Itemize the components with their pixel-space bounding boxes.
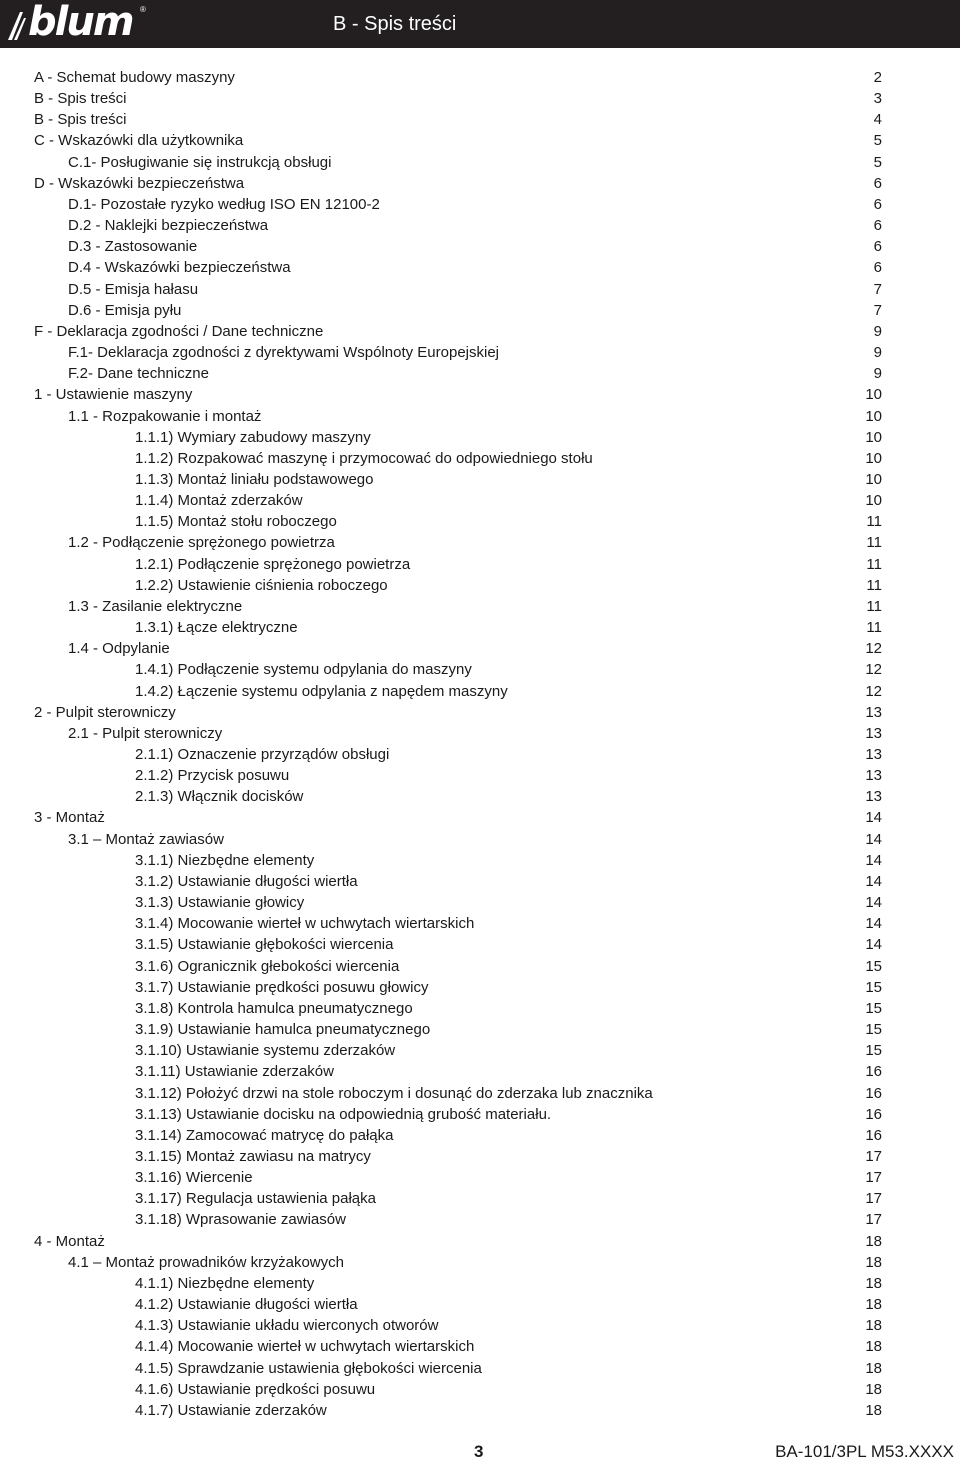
toc-entry-page: 10 [865,386,882,404]
toc-entry [0,744,960,765]
toc-entry [0,194,960,215]
toc-entry [0,363,960,384]
toc-entry-page: 16 [865,1084,882,1102]
toc-entry-page: 6 [873,174,882,192]
toc-entry-page: 14 [865,894,882,912]
toc-entry-label: D.4 - Wskazówki bezpieczeństwa [68,259,291,277]
toc-entry [0,406,960,427]
toc-entry-label: 2.1.2) Przycisk posuwu [135,767,290,785]
toc-entry [0,300,960,321]
toc-entry [0,1315,960,1336]
toc-entry-label: 1.1.2) Rozpakować maszynę i przymocować do odpowiedniego stołu [135,449,593,467]
toc-entry-page: 17 [865,1169,882,1187]
toc-entry-page: 18 [865,1359,882,1377]
toc-entry-page: 18 [865,1296,882,1314]
toc-entry-label: 3.1.8) Kontrola hamulca pneumatycznego [135,999,413,1017]
toc-entry [0,88,960,109]
toc-entry-label: 4.1.1) Niezbędne elementy [135,1274,315,1292]
toc-entry [0,913,960,934]
toc-entry-label: 3.1.16) Wiercenie [135,1169,253,1187]
toc-entry-label: 3.1.9) Ustawianie hamulca pneumatycznego [135,1021,431,1039]
toc-entry-label: 1.2.1) Podłączenie sprężonego powietrza [135,555,411,573]
toc-entry-page: 10 [865,492,882,510]
toc-entry [0,786,960,807]
toc-entry [0,109,960,130]
toc-entry [0,977,960,998]
toc-entry-page: 17 [865,1190,882,1208]
toc-entry-label: 2 - Pulpit sterowniczy [34,703,176,721]
toc-entry-label: 3.1.12) Położyć drzwi na stole roboczym i dosunąć do zderzaka lub znacznika [135,1084,653,1102]
toc-entry-page: 9 [873,344,882,362]
toc-entry-page: 14 [865,936,882,954]
toc-entry-label: 3.1.18) Wprasowanie zawiasów [135,1211,346,1229]
toc-entry-page: 18 [865,1338,882,1356]
toc-entry-label: 3.1.3) Ustawianie głowicy [135,894,305,912]
toc-entry-label: 1.1.1) Wymiary zabudowy maszyny [135,428,371,446]
toc-entry [0,279,960,300]
toc-entry [0,1231,960,1252]
toc-entry-label: 3.1.6) Ogranicznik głebokości wiercenia [135,957,400,975]
toc-entry-page: 10 [865,428,882,446]
toc-entry-label: A - Schemat budowy maszyny [34,69,235,86]
table-of-contents [0,67,960,1421]
page-header [0,0,960,48]
toc-entry-label: D.2 - Naklejki bezpieczeństwa [68,217,269,235]
toc-entry [0,1040,960,1061]
toc-entry [0,575,960,596]
toc-entry-page: 13 [865,788,882,806]
toc-entry [0,1104,960,1125]
toc-entry [0,1188,960,1209]
toc-entry-page: 15 [865,999,882,1017]
toc-entry [0,998,960,1019]
toc-entry-label: B - Spis treści [34,90,127,108]
toc-entry [0,448,960,469]
toc-entry [0,1061,960,1082]
toc-entry [0,427,960,448]
toc-entry-label: 4.1 – Montaż prowadników krzyżakowych [68,1253,344,1271]
toc-entry-label: 1.1.5) Montaż stołu roboczego [135,513,337,531]
toc-entry-page: 12 [865,640,882,658]
toc-entry [0,850,960,871]
toc-entry-label: 1.3 - Zasilanie elektryczne [68,597,243,615]
toc-entry-page: 14 [865,830,882,848]
toc-entry-label: 3.1 – Montaż zawiasów [68,830,224,848]
toc-entry-label: 3.1.13) Ustawianie docisku na odpowiednią grubość materiału. [135,1105,552,1123]
toc-entry-page: 5 [873,153,882,171]
toc-entry [0,1146,960,1167]
toc-entry-label: F.2- Dane techniczne [68,365,209,383]
toc-entry-label: D.1- Pozostałe ryzyko według ISO EN 12100-2 [68,195,380,213]
toc-entry-label: 1.4.1) Podłączenie systemu odpylania do maszyny [135,661,472,679]
page-title: B - Spis treści [333,13,457,35]
toc-entry-page: 6 [873,217,882,235]
toc-entry-label: 2.1.1) Oznaczenie przyrządów obsługi [135,746,390,763]
toc-entry-label: 4 - Montaż [34,1232,105,1250]
toc-entry-label: 3.1.2) Ustawianie długości wiertła [135,872,358,890]
footer-document-code: BA-101/3PL M53.XXXX [775,1442,954,1461]
toc-entry [0,1358,960,1379]
toc-entry-page: 10 [865,407,882,425]
toc-entry-page: 7 [873,280,882,298]
toc-entry-page: 15 [865,1042,882,1060]
toc-entry-page: 9 [873,322,882,340]
toc-entry-page: 11 [866,555,882,573]
toc-entry [0,469,960,490]
toc-entry [0,1252,960,1273]
toc-entry-page: 12 [865,661,882,679]
toc-entry-page: 5 [873,132,882,150]
toc-entry-page: 4 [873,111,882,129]
toc-entry-page: 14 [865,851,882,869]
toc-entry [0,532,960,553]
toc-entry-page: 18 [865,1253,882,1271]
toc-entry-page: 18 [865,1317,882,1335]
toc-entry-label: 1.1.3) Montaż liniału podstawowego [135,470,374,488]
toc-entry-label: 1.2 - Podłączenie sprężonego powietrza [68,534,335,552]
toc-entry-page: 18 [865,1380,882,1398]
toc-entry [0,1273,960,1294]
toc-entry [0,384,960,405]
toc-entry [0,215,960,236]
toc-entry-label: 4.1.2) Ustawianie długości wiertła [135,1296,358,1314]
blum-logo [6,2,152,46]
toc-entry-page: 6 [873,195,882,213]
toc-entry [0,1125,960,1146]
toc-entry-label: 1.2.2) Ustawienie ciśnienia roboczego [135,576,388,594]
toc-entry-label: 3.1.4) Mocowanie wierteł w uchwytach wiertarskich [135,915,475,933]
toc-entry-page: 11 [866,619,882,637]
toc-entry-page: 15 [865,957,882,975]
toc-entry-page: 11 [866,513,882,531]
toc-entry-page: 11 [866,534,882,552]
toc-entry-label: D.3 - Zastosowanie [68,238,198,256]
toc-entry [0,1336,960,1357]
toc-entry [0,236,960,257]
toc-entry-label: 4.1.5) Sprawdzanie ustawienia głębokości wiercenia [135,1359,482,1377]
toc-entry-label: 2.1.3) Włącznik docisków [135,788,304,806]
toc-entry-page: 6 [873,259,882,277]
toc-entry-label: 4.1.6) Ustawianie prędkości posuwu [135,1380,376,1398]
toc-entry [0,1209,960,1230]
toc-entry [0,956,960,977]
toc-entry-page: 9 [873,365,882,383]
toc-entry [0,511,960,532]
toc-entry-page: 14 [865,809,882,827]
toc-entry [0,173,960,194]
toc-entry-label: 1.4 - Odpylanie [68,640,170,658]
toc-entry [0,1167,960,1188]
toc-entry-label: D.6 - Emisja pyłu [68,301,182,319]
toc-entry-page: 18 [865,1274,882,1292]
toc-entry [0,829,960,850]
toc-entry [0,1294,960,1315]
toc-entry-page: 18 [865,1401,882,1419]
toc-entry-page: 13 [865,767,882,785]
toc-entry-label: 4.1.7) Ustawianie zderzaków [135,1401,327,1419]
toc-entry [0,1019,960,1040]
toc-entry [0,596,960,617]
toc-entry [0,1400,960,1421]
toc-entry [0,807,960,828]
toc-entry [0,1083,960,1104]
toc-entry-label: 1.4.2) Łączenie systemu odpylania z napędem maszyny [135,682,508,700]
toc-entry [0,257,960,278]
toc-entry-page: 3 [873,90,882,108]
toc-entry-label: 2.1 - Pulpit sterowniczy [68,724,223,742]
toc-entry [0,342,960,363]
toc-entry-page: 10 [865,449,882,467]
toc-entry-label: 3.1.7) Ustawianie prędkości posuwu głowicy [135,978,429,996]
toc-entry-label: 3.1.15) Montaż zawiasu na matrycy [135,1147,371,1165]
toc-entry-page: 17 [865,1147,882,1165]
toc-entry-page: 6 [873,238,882,256]
toc-entry-page: 16 [865,1063,882,1081]
toc-entry [0,892,960,913]
toc-entry [0,934,960,955]
toc-entry-label: 3.1.10) Ustawianie systemu zderzaków [135,1042,396,1060]
toc-entry-page: 14 [865,915,882,933]
toc-entry-label: 1 - Ustawienie maszyny [34,386,193,404]
toc-entry [0,67,960,88]
toc-entry-label: F.1- Deklaracja zgodności z dyrektywami Wspólnoty Europejskiej [68,344,500,362]
toc-entry-label: D.5 - Emisja hałasu [68,280,199,298]
footer-page-number: 3 [474,1442,484,1461]
toc-entry [0,702,960,723]
toc-entry-page: 14 [865,872,882,890]
toc-entry-page: 13 [865,746,882,763]
toc-entry [0,321,960,342]
toc-entry-label: 3.1.11) Ustawianie zderzaków [135,1063,334,1081]
toc-entry-page: 13 [865,724,882,742]
toc-entry [0,554,960,575]
toc-entry [0,681,960,702]
toc-entry [0,617,960,638]
toc-entry-label: C.1- Posługiwanie się instrukcją obsługi [68,153,332,171]
toc-entry-page: 15 [865,978,882,996]
toc-entry-label: 3.1.14) Zamocować matrycę do pałąka [135,1126,394,1144]
toc-entry-label: 3 - Montaż [34,809,105,827]
toc-entry-page: 2 [873,69,882,86]
toc-entry-label: D - Wskazówki bezpieczeństwa [34,174,245,192]
toc-entry-label: B - Spis treści [34,111,127,129]
toc-entry [0,638,960,659]
toc-entry [0,1379,960,1400]
toc-entry [0,659,960,680]
blum-logo-mark-icon [6,10,28,42]
toc-entry-page: 12 [865,682,882,700]
toc-entry-page: 10 [865,470,882,488]
toc-entry-page: 16 [865,1126,882,1144]
toc-entry-page: 17 [865,1211,882,1229]
toc-entry-page: 15 [865,1021,882,1039]
toc-entry [0,765,960,786]
toc-entry-page: 11 [866,597,882,615]
toc-entry [0,490,960,511]
toc-entry-page: 13 [865,703,882,721]
toc-entry-page: 11 [866,576,882,594]
toc-entry-label: 4.1.3) Ustawianie układu wierconych otworów [135,1317,439,1335]
toc-entry-label: 3.1.17) Regulacja ustawienia pałąka [135,1190,376,1208]
toc-entry-page: 7 [873,301,882,319]
toc-entry-page: 16 [865,1105,882,1123]
registered-mark: ® [140,5,146,14]
toc-entry-page: 18 [865,1232,882,1250]
toc-entry-label: 3.1.1) Niezbędne elementy [135,851,315,869]
toc-entry-label: 4.1.4) Mocowanie wierteł w uchwytach wiertarskich [135,1338,475,1356]
toc-entry-label: 1.1.4) Montaż zderzaków [135,492,303,510]
blum-logo-text: blum [28,0,133,45]
toc-entry [0,871,960,892]
toc-entry-label: 3.1.5) Ustawianie głębokości wiercenia [135,936,394,954]
toc-entry-label: F - Deklaracja zgodności / Dane techniczne [34,322,324,340]
toc-entry [0,723,960,744]
toc-entry [0,130,960,151]
toc-entry-label: C - Wskazówki dla użytkownika [34,132,244,150]
toc-entry-label: 1.3.1) Łącze elektryczne [135,619,298,637]
toc-entry-label: 1.1 - Rozpakowanie i montaż [68,407,262,425]
toc-entry [0,152,960,173]
